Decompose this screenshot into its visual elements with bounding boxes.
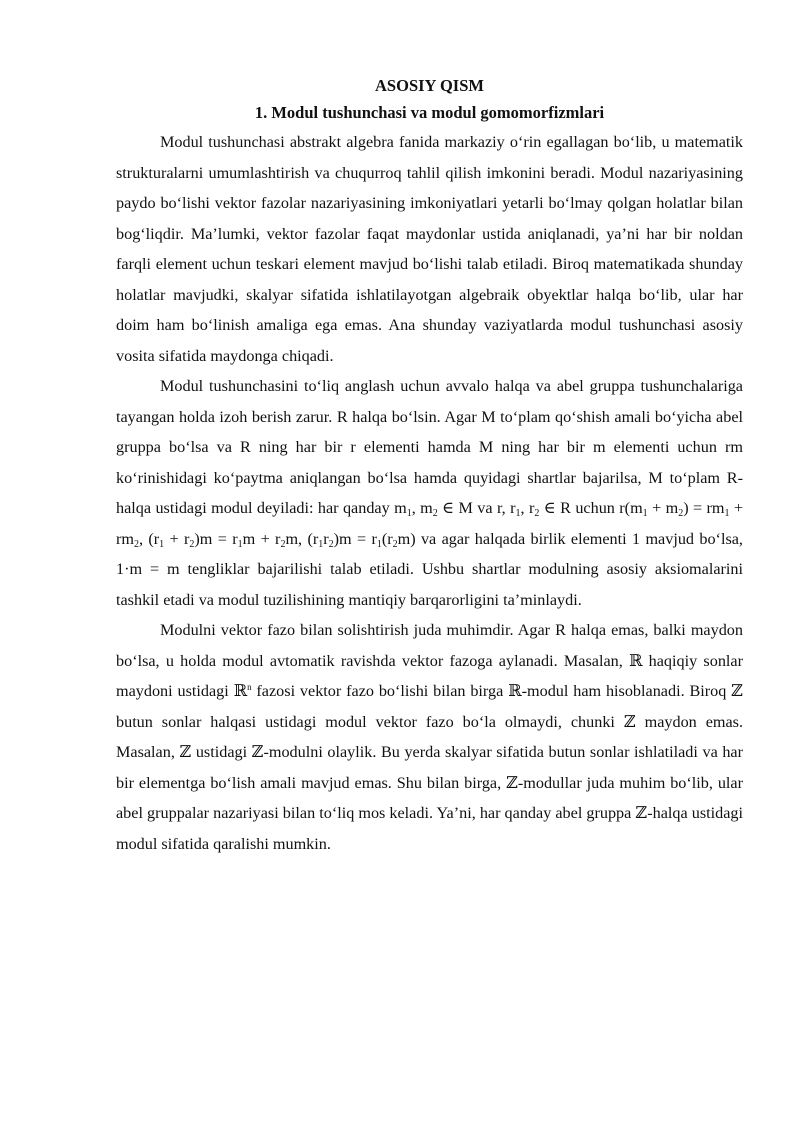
page-content	[116, 70, 743, 859]
p3-text: Modulni vektor fazo bilan solishtirish juda muhimdir. Agar R halqa emas, balki maydon bo‘lsa, u holda modul avtomatik ravishda vektor fazoga aylanadi. Masalan, ℝ haqiqiy sonlar maydoni ustidagi ℝ	[116, 621, 743, 700]
paragraph-3	[116, 615, 743, 859]
p2-text: m, (r	[285, 529, 319, 548]
subscript: 2	[392, 538, 398, 550]
p2-text: , r	[520, 499, 535, 517]
p2-text: )m = r	[194, 529, 238, 548]
p2-text: Modul tushunchasini to‘liq anglash uchun avvalo halqa va abel gruppa tushunchalariga tayangan holda izoh berish zarur. R halqa bo‘lsin. Agar M to‘plam qo‘shish amali bo‘yicha abel gruppa bo‘lsa va R ning har bir r elementi hamda M ning har bir m elementi uchun rm ko‘rinishidagi ko‘paytma aniqlangan bo‘lsa hamda quyidagi shartlar bajarilsa, M to‘plam R-halqa ustidagi modul deyiladi: har qanday m	[116, 377, 743, 517]
p2-text: )m = r	[333, 529, 377, 548]
section-title: 1. Modul tushunchasi va modul gomomorfizmlari	[254, 103, 605, 122]
paragraph-1: Modul tushunchasi abstrakt algebra fanida markaziy o‘rin egallagan bo‘lib, u matematik strukturalarni umumlashtirish va chuqurroq tahlil qilish imkonini beradi. Modul nazariyasining paydo bo‘lishi vektor fazolar nazariyasining imkoniyatlari yetarli bo‘lmay qolgan holatlar bilan bog‘liqdir. Ma’lumki, vektor fazolar faqat maydonlar ustida aniqlanadi, ya’ni har bir noldan farqli element uchun teskari element mavjud bo‘lishi talab etiladi. Biroq matematikada shunday holatlar mavjudki, skalyar sifatida ishlatilayotgan algebraik obyektlar halqa bo‘lib, ular har doim ham bo‘linish amaliga ega emas. Ana shunday vaziyatlarda modul tushunchasi asosiy vosita sifatida maydonga chiqadi.	[116, 133, 743, 365]
subscript: 1	[237, 538, 243, 550]
subscript: 2	[678, 508, 684, 519]
p2-text: (r	[381, 529, 393, 548]
p2-text: , (r	[138, 529, 160, 548]
main-heading: ASOSIY QISM	[375, 76, 484, 95]
subscript: 2	[534, 508, 540, 519]
subscript: 2	[280, 538, 286, 550]
p2-text: m) va agar halqada birlik elementi 1 mavjud bo‘lsa, 1·m = m tengliklar bajarilishi talab etiladi. Ushbu shartlar modulning asosiy aksiomalarini tashkil etadi va modul tuzilishining mantiqiy barqarorligini ta’minlaydi.	[116, 529, 743, 609]
p2-text: r	[323, 529, 329, 548]
superscript: n	[247, 682, 252, 692]
subscript: 2	[189, 538, 195, 550]
subscript: 1	[376, 538, 382, 550]
subscript: 1	[318, 538, 324, 550]
p2-text: + r	[164, 529, 190, 548]
subscript: 2	[328, 538, 334, 550]
subscript: 2	[432, 508, 438, 519]
p2-text: m + r	[242, 529, 281, 548]
subscript: 1	[159, 538, 165, 550]
subscript: 2	[133, 538, 139, 550]
subscript: 1	[724, 508, 730, 519]
p2-text: ∈ M va r, r	[437, 499, 516, 517]
p2-text: + m	[647, 499, 679, 517]
paragraph-2	[116, 371, 743, 615]
subscript: 1	[515, 508, 521, 519]
p2-text: ∈ R uchun r(m	[539, 499, 643, 517]
subscript: 1	[406, 508, 412, 519]
p3-text: fazosi vektor fazo bo‘lishi bilan birga ℝ-modul ham hisoblanadi. Biroq ℤ butun sonlar halqasi ustidagi modul vektor fazo bo‘la olmaydi, chunki ℤ maydon emas. Masalan, ℤ ustidagi ℤ-modulni olaylik. Bu yerda skalyar sifatida butun sonlar ishlatiladi va har bir elementga bo‘lish amali mavjud emas. Shu bilan birga, ℤ-modullar juda muhim bo‘lib, ular abel gruppalar nazariyasi bilan to‘liq mos keladi. Ya’ni, har qanday abel gruppa ℤ-halqa ustidagi modul sifatida qaralishi mumkin.	[116, 682, 744, 853]
p2-text: , m	[411, 499, 433, 517]
subscript: 1	[642, 508, 648, 519]
p2-text: ) = rm	[683, 499, 725, 517]
p2-text: + rm	[116, 499, 744, 548]
